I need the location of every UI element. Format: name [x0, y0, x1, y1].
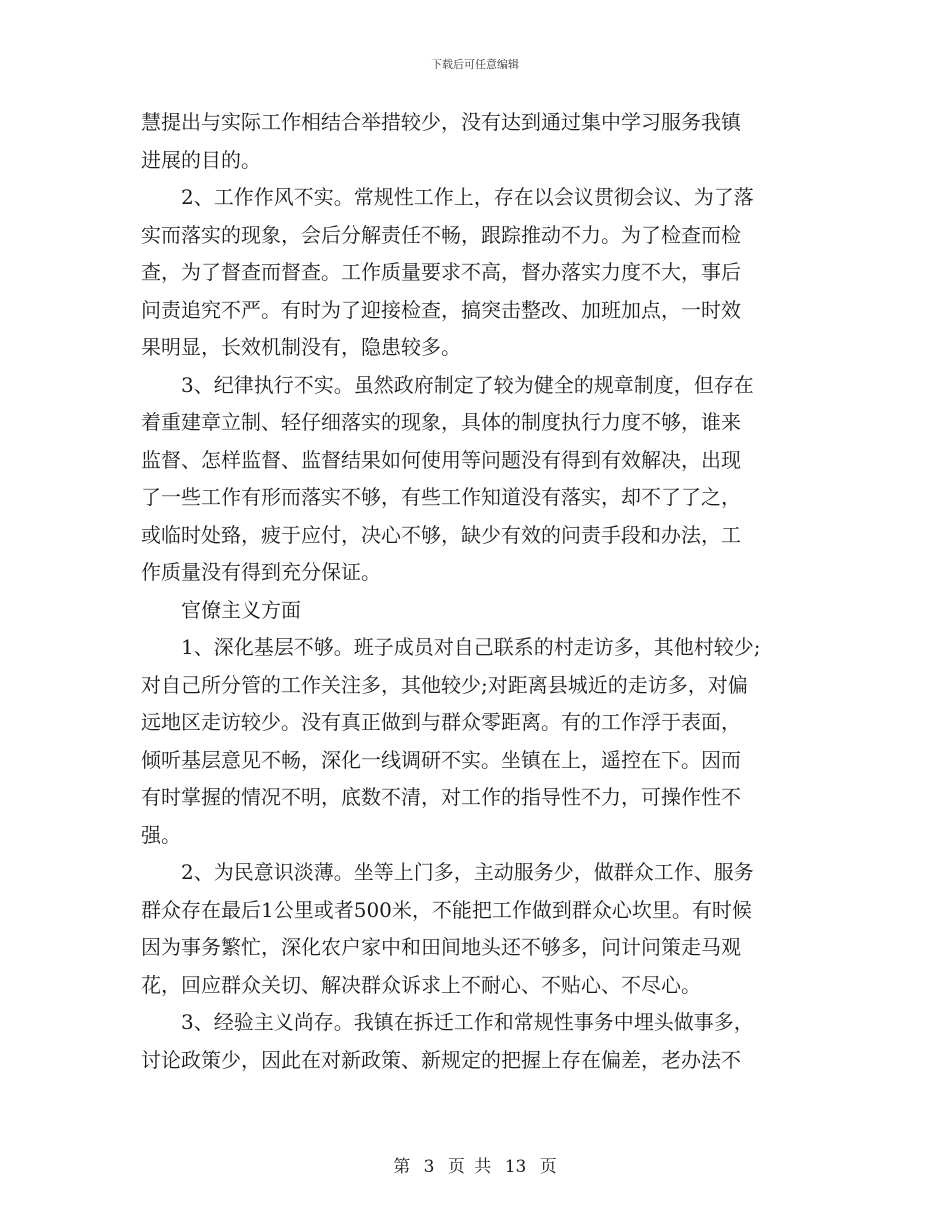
document-body [141, 104, 817, 1079]
page-number: 3 [423, 1157, 435, 1177]
text-line: 对自己所分管的工作关注多，其他较少;对距离县城近的走访多，对偏 [141, 672, 748, 697]
text-line: 2、工作作风不实。常规性工作上，存在以会议贯彻会议、为了落 [181, 185, 754, 209]
text-line: 有时掌握的情况不明，底数不清，对工作的指导性不力，可操作性不 [141, 785, 741, 809]
text-line: 3、纪律执行不实。虽然政府制定了较为健全的规章制度，但存在 [181, 372, 754, 397]
text-line: 慧提出与实际工作相结合举措较少，没有达到通过集中学习服务我镇 [141, 110, 741, 134]
text-line: 进展的目的。 [141, 147, 261, 172]
text-line: 群众存在最后1公里或者500米，不能把工作做到群众心坎里。有时候 [141, 897, 752, 922]
text-line: 倾听基层意见不畅，深化一线调研不实。坐镇在上，遥控在下。因而 [141, 747, 741, 772]
page-label-middle: 页 共 [447, 1157, 492, 1177]
text-line: 1、深化基层不够。班子成员对自己联系的村走访多，其他村较少; [181, 635, 761, 659]
text-line: 因为事务繁忙，深化农户家中和田间地头还不够多，问计问策走马观 [141, 935, 741, 959]
text-line: 了一些工作有形而落实不够，有些工作知道没有落实，却不了了之， [141, 485, 741, 509]
text-line: 果明显，长效机制没有，隐患较多。 [141, 335, 461, 359]
page-label-prefix: 第 [393, 1157, 411, 1177]
text-line: 作质量没有得到充分保证。 [141, 560, 381, 584]
text-line: 着重建章立制、轻仔细落实的现象，具体的制度执行力度不够，谁来 [141, 410, 741, 434]
text-line: 实而落实的现象，会后分解责任不畅，跟踪推动不力。为了检查而检 [141, 222, 741, 247]
text-line: 3、经验主义尚存。我镇在拆迁工作和常规性事务中埋头做事多， [181, 1010, 754, 1034]
page-header: 下载后可任意编辑 [431, 58, 519, 71]
text-line: 或临时处臵，疲于应付，决心不够，缺少有效的问责手段和办法，工 [141, 522, 741, 547]
page-footer [0, 1152, 950, 1177]
section-heading: 官僚主义方面 [181, 597, 301, 622]
text-line: 远地区走访较少。没有真正做到与群众零距离。有的工作浮于表面， [141, 710, 741, 734]
text-line: 2、为民意识淡薄。坐等上门多，主动服务少，做群众工作、服务 [181, 860, 754, 884]
text-line: 监督、怎样监督、监督结果如何使用等问题没有得到有效解决，出现 [141, 447, 741, 472]
text-line: 花，回应群众关切、解决群众诉求上不耐心、不贴心、不尽心。 [141, 972, 701, 997]
page-total: 13 [504, 1157, 527, 1177]
text-line: 强。 [141, 822, 181, 847]
text-line: 问责追究不严。有时为了迎接检查，搞突击整改、加班加点，一时效 [141, 297, 741, 322]
page-label-suffix: 页 [539, 1157, 557, 1177]
text-line: 讨论政策少，因此在对新政策、新规定的把握上存在偏差，老办法不 [141, 1047, 741, 1072]
text-line: 查，为了督查而督查。工作质量要求不高，督办落实力度不大，事后 [141, 260, 741, 284]
